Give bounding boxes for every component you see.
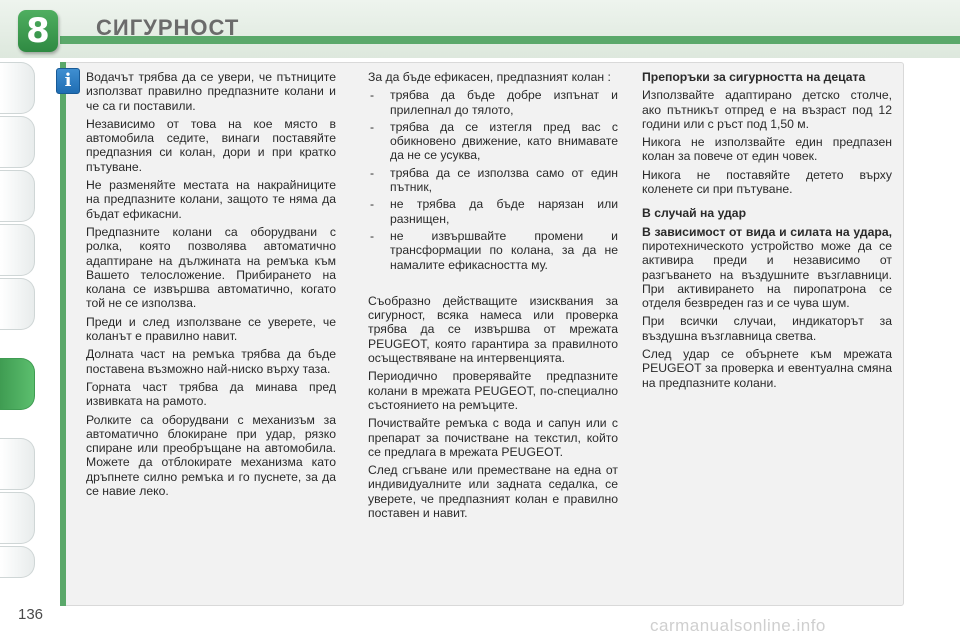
paragraph: Преди и след използване се уверете, че коланът е правилно навит. [86,314,336,344]
chapter-tab-10[interactable] [0,492,35,544]
paragraph: Независимо от това на кое място в автомобила седите, винаги поставяйте предпазния си колан, дори и при кратко пътуване. [86,116,336,174]
paragraph: Горната част трябва да минава пред извивката на рамото. [86,379,336,409]
paragraph: След сгъване или преместване на една от индивидуалните или задната седалка, се уверете, че предпазният колан е правилно поставен и навит. [368,463,618,521]
chapter-tab-5[interactable] [0,278,35,330]
paragraph: Не разменяйте местата на накрайниците на предпазните колани, защото те няма да бъдат ефикасни. [86,178,336,221]
chapter-tab-8-active[interactable] [0,358,35,410]
paragraph-intro: За да бъде ефикасен, предпазният колан : [368,70,611,84]
paragraph: Ролките са оборудвани с механизъм за автоматично блокиране при удар, рязко спиране или преобръщане на автомобила. Можете да отблокирате механизма като дръпнете силно ремъка и го пуснете, за да се навие леко. [86,412,336,499]
watermark: carmanualsonline.info [650,616,826,635]
list-item: - не извършвайте промени и трансформации по колана, за да не намалите ефикасността му. [368,229,618,272]
paragraph: Водачът трябва да се увери, че пътниците използват правилно предпазните колани и че са ги поставили. [86,70,336,113]
paragraph: При всички случаи, индикаторът за въздушна възглавница светва. [642,314,892,343]
column-child-safety [642,70,892,394]
spacer [368,276,618,294]
paragraph: Предпазните колани са оборудвани с ролка, която позволява автоматично адаптиране на дължината на ремъка към Вашето телосложение. Прибирането на колана се извършва автоматично, когато той не се използва. [86,224,336,311]
section-heading: Препоръки за сигурността на децата [642,70,866,84]
page-number: 136 [18,606,44,623]
chapter-number-badge: 8 [18,10,58,52]
impact-text: пиротехническото устройство може да се активира преди и независимо от разгъването на въздушните възглавници. При активирането на пиропатрона се отделя безвреден газ и се чува шум. [642,238,892,311]
chapter-tab-3[interactable] [0,170,35,222]
section-heading: В случай на удар [642,206,747,221]
paragraph: След удар се обърнете към мрежата PEUGEOT за проверка и евентуална смяна на предпазните колани. [642,347,892,390]
list-item: - трябва да се използва само от един пътник, [368,166,618,195]
list-item: - трябва да се изтегля пред вас с обикновено движение, като внимавате да не се усуква, [368,120,618,163]
chapter-tab-2[interactable] [0,116,35,168]
paragraph: Долната част на ремъка трябва да бъде поставена възможно най-ниско върху таза. [86,347,336,376]
list-item: - трябва да бъде добре изпънат и прилепнал до тялото, [368,88,618,117]
info-icon: i [56,68,80,94]
chapter-tabs [0,62,44,582]
column-seatbelt-usage [86,70,336,502]
chapter-title: СИГУРНОСТ [96,15,240,40]
paragraph: Периодично проверявайте предпазните колани в мрежата PEUGEOT, по-специално състоянието на ремъците. [368,369,618,412]
paragraph: Почиствайте ремъка с вода и сапун или с препарат за почистване на текстил, който се предлага в мрежата PEUGEOT. [368,416,618,459]
list-item: - не трябва да бъде нарязан или разнищен, [368,197,618,226]
paragraph: Съобразно действащите изисквания за сигурност, всяка намеса или проверка трябва да се извършва от мрежата PEUGEOT, която гарантира за правилното осъществяване на интервенцията. [368,293,618,366]
chapter-tab-1[interactable] [0,62,35,114]
paragraph: Използвайте адаптирано детско столче, ако пътникът отпред е на възраст под 12 години или с ръст под 1,50 м. [642,88,892,131]
chapter-tab-9[interactable] [0,438,35,490]
paragraph: Никога не поставяйте детето върху коленете си при пътуване. [642,167,892,197]
chapter-tab-4[interactable] [0,224,35,276]
paragraph-impact [642,225,892,311]
chapter-tab-11[interactable] [0,546,35,578]
impact-bold-text: В зависимост от вида и силата на удара, [642,224,892,239]
paragraph: Никога не използвайте един предпазен колан за повече от един човек. [642,135,892,164]
column-seatbelt-efficiency [368,70,618,524]
requirements-list [368,88,618,272]
panel-accent-bar [60,62,66,606]
